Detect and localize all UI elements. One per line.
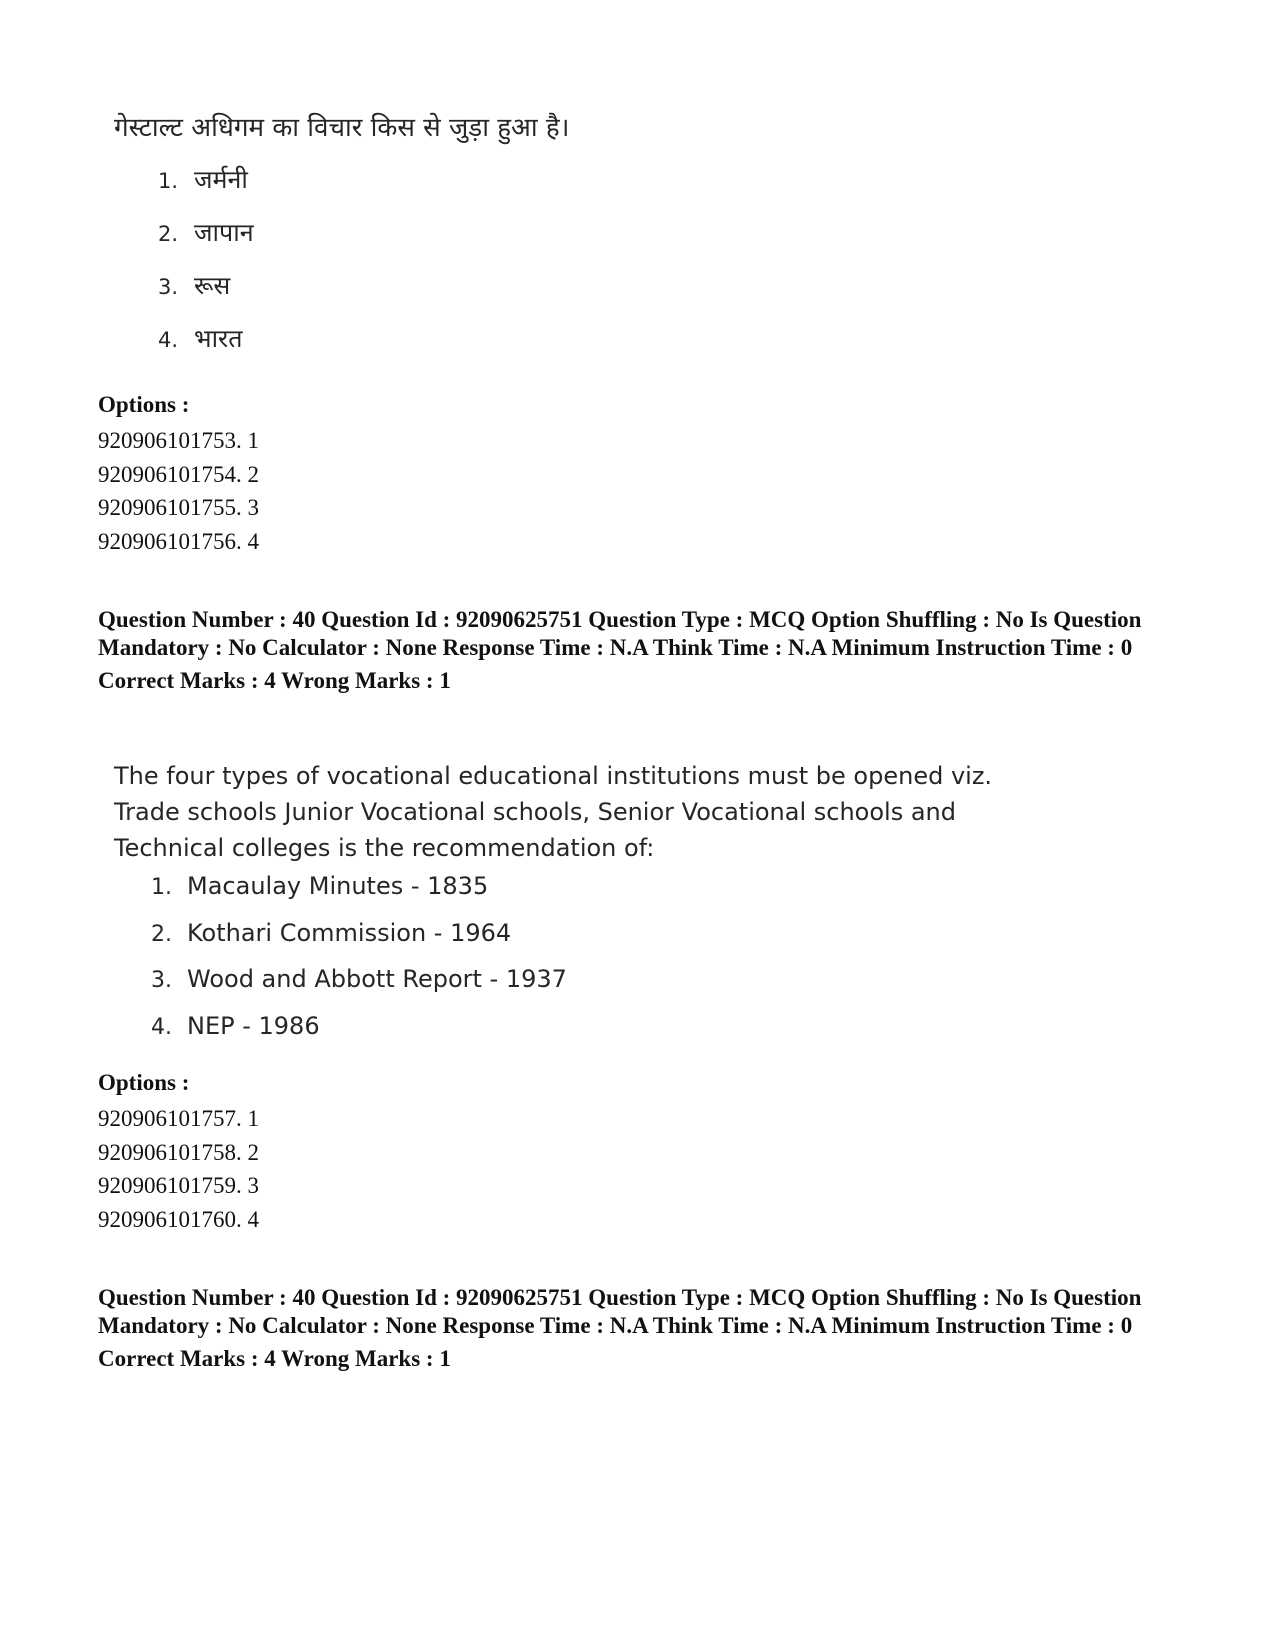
option-id-row: 920906101755. 3 — [98, 495, 259, 520]
option-id-row: 920906101760. 4 — [98, 1206, 259, 1232]
choice-item — [158, 215, 570, 268]
choice-list — [151, 872, 992, 1058]
choice-item — [151, 1012, 992, 1059]
marks-line: Correct Marks : 4 Wrong Marks : 1 — [98, 668, 451, 693]
choice-item — [151, 872, 992, 919]
choice-label: भारत — [194, 324, 243, 353]
choice-item — [158, 268, 570, 321]
choice-number: 2. — [158, 222, 179, 246]
choice-item — [158, 162, 570, 215]
choice-item — [151, 919, 992, 966]
choice-number: 3. — [151, 968, 172, 993]
choice-label: जापान — [194, 218, 254, 247]
options-heading: Options : — [98, 392, 190, 417]
choice-number: 3. — [158, 275, 179, 299]
question-text-line: Technical colleges is the recommendation of: — [114, 834, 655, 862]
choice-label: NEP - 1986 — [187, 1011, 320, 1040]
options-heading: Options : — [98, 1070, 190, 1095]
option-id-row: 920906101753. 1 — [98, 428, 259, 453]
choice-number: 1. — [151, 875, 172, 900]
choice-label: रूस — [194, 271, 231, 300]
choice-label: जर्मनी — [194, 165, 248, 194]
question-details: Question Number : 40 Question Id : 92090625751 Question Type : MCQ Option Shuffling : No Is Question Mandatory : No Calculator : None Response Time : N.A Think Time : N.A Minimum Instruction Time : 0 — [98, 607, 1142, 660]
question-details: Question Number : 40 Question Id : 92090625751 Question Type : MCQ Option Shuffling : No Is Question Mandatory : No Calculator : None Response Time : N.A Think Time : N.A Minimum Instruction Time : 0 — [98, 1285, 1142, 1338]
choice-number: 2. — [151, 921, 172, 947]
choice-number: 1. — [158, 169, 179, 193]
question-text-line: The four types of vocational educational institutions must be opened viz. — [114, 762, 993, 790]
choice-number: 4. — [158, 328, 179, 352]
choice-label: Wood and Abbott Report - 1937 — [187, 965, 567, 993]
options-block — [98, 1068, 259, 1236]
choice-label: Macaulay Minutes - 1835 — [187, 872, 489, 900]
question-text-line: Trade schools Junior Vocational schools, Senior Vocational schools and — [114, 798, 956, 826]
options-block — [98, 390, 259, 558]
question-meta — [98, 1284, 1178, 1373]
question-text: गेस्टाल्ट अधिगम का विचार किस से जुड़ा हुआ है। — [114, 113, 570, 143]
question-image-english — [114, 758, 992, 1058]
choice-item — [158, 321, 570, 374]
marks-line: Correct Marks : 4 Wrong Marks : 1 — [98, 1346, 451, 1371]
option-id-row: 920906101757. 1 — [98, 1106, 259, 1131]
option-id-row: 920906101758. 2 — [98, 1139, 259, 1165]
option-id-row: 920906101754. 2 — [98, 461, 259, 487]
question-image-hindi — [114, 110, 570, 374]
choice-item — [151, 965, 992, 1012]
option-id-row: 920906101756. 4 — [98, 528, 259, 554]
option-id-row: 920906101759. 3 — [98, 1173, 259, 1198]
choice-label: Kothari Commission - 1964 — [187, 918, 512, 947]
choice-number: 4. — [151, 1014, 172, 1040]
question-meta — [98, 606, 1178, 695]
choice-list — [158, 162, 570, 374]
